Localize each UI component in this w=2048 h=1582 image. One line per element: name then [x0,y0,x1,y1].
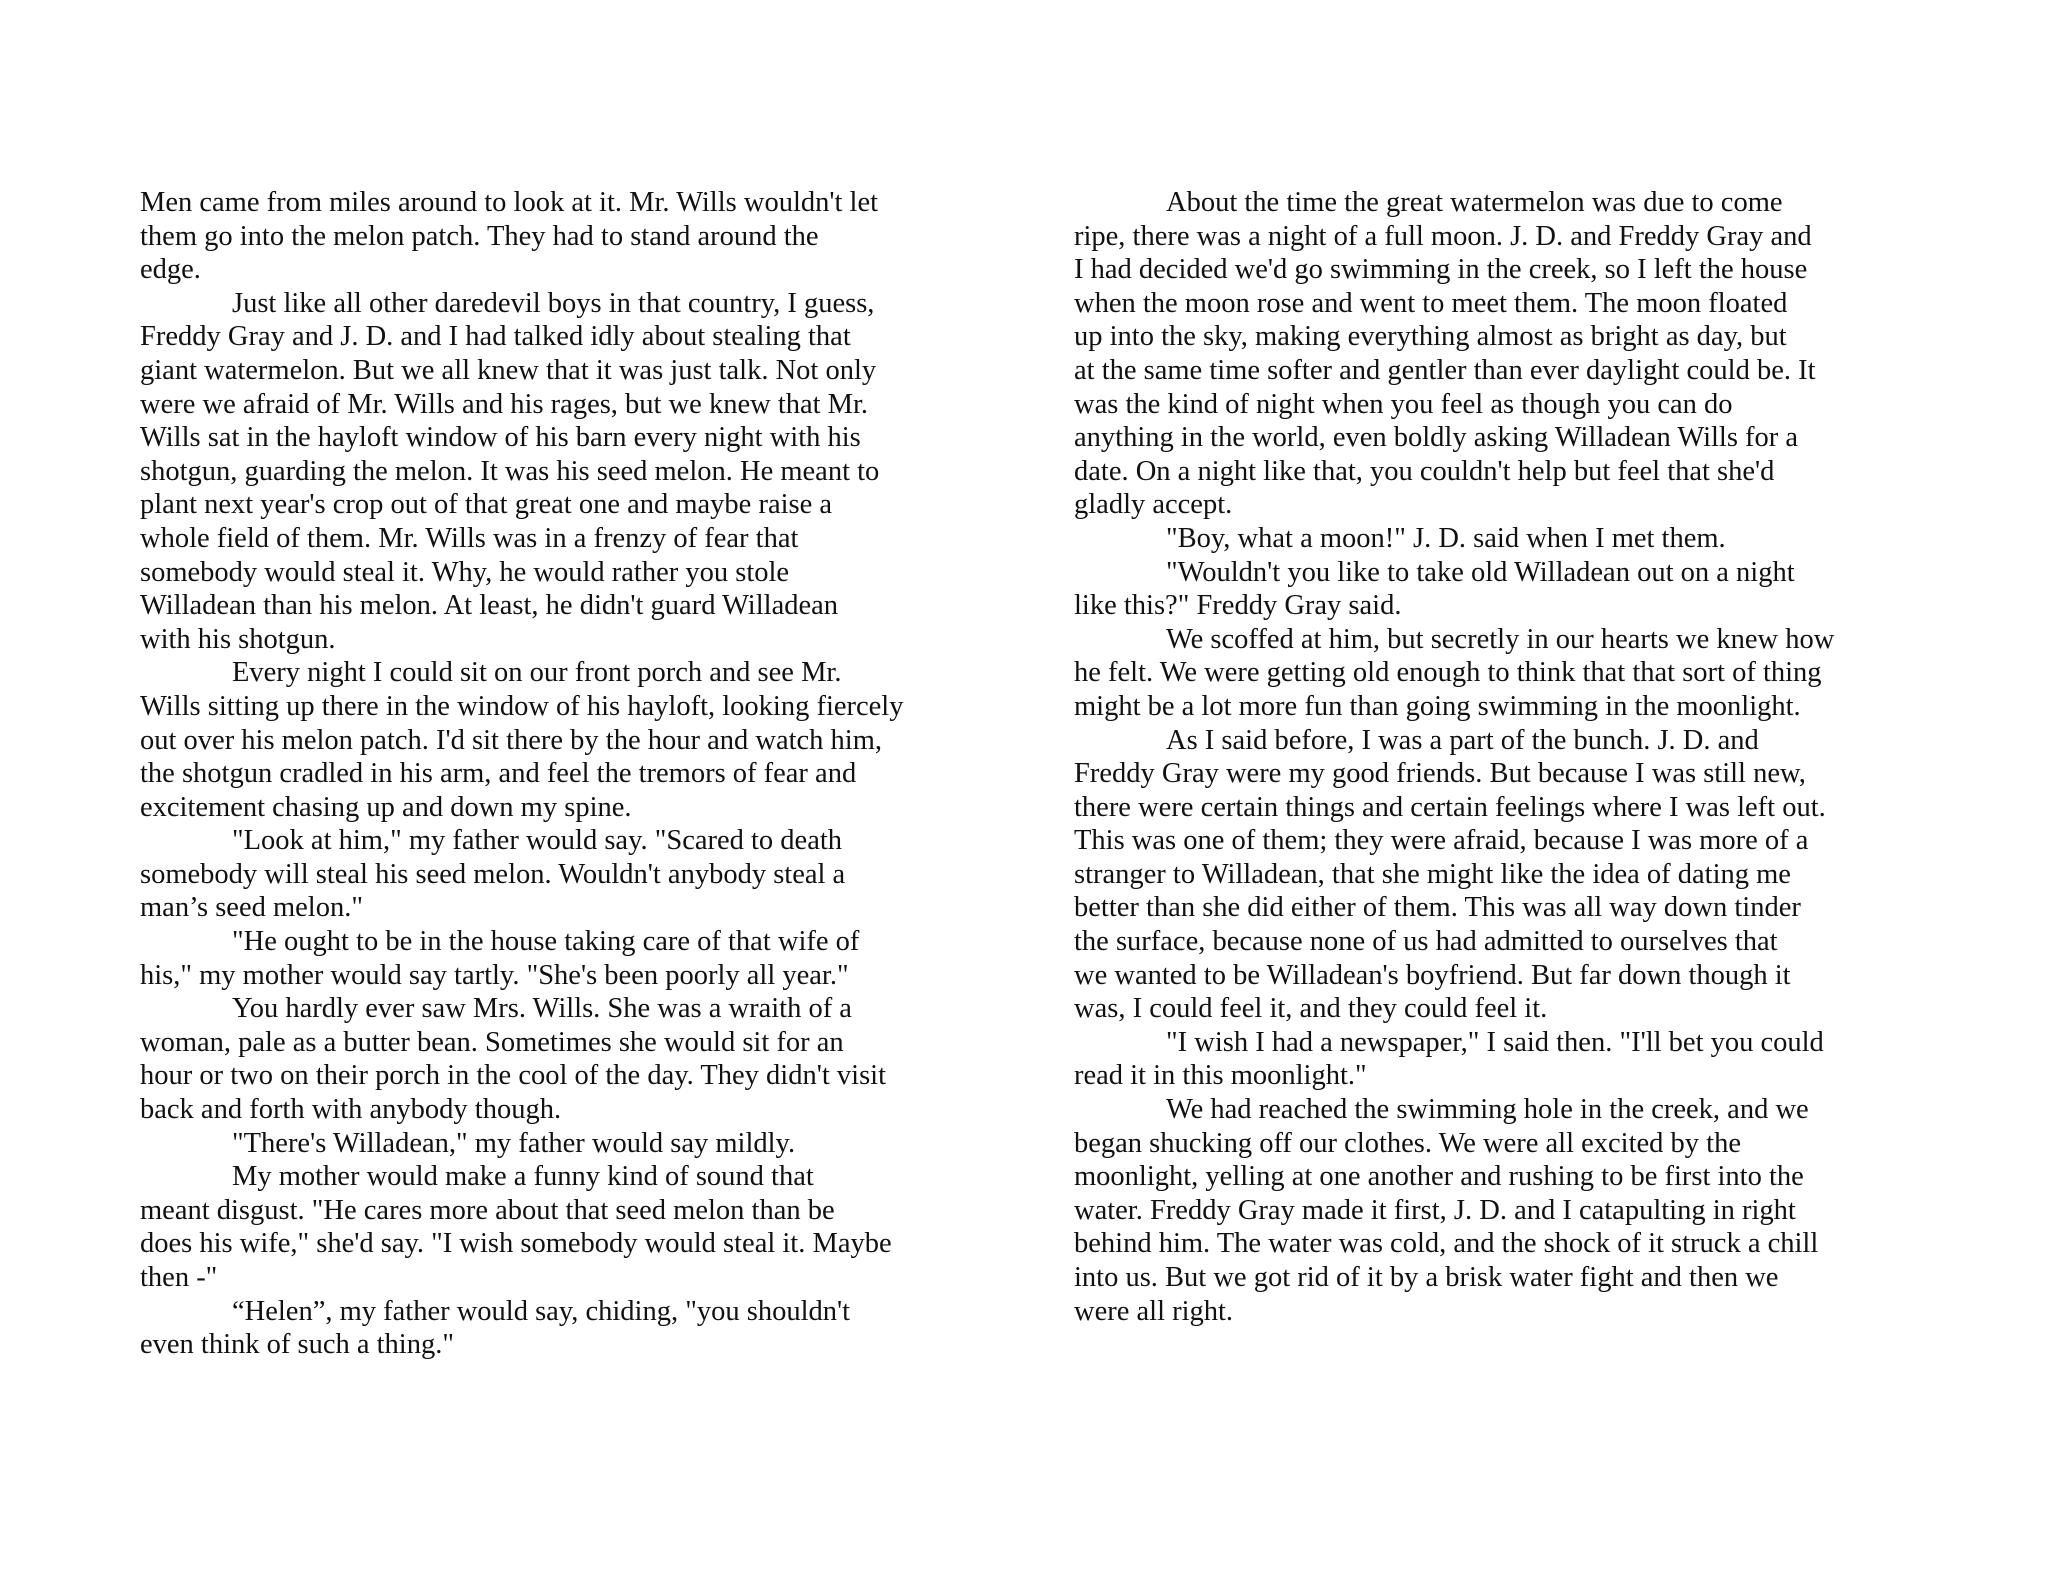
text-line: gladly accept. [1074,489,1233,521]
text-line: "There's Willadean," my father would say mildly. [232,1127,796,1159]
text-line: does his wife," she'd say. "I wish somebody would steal it. Maybe [140,1228,892,1260]
text-line: ripe, there was a night of a full moon. J. D. and Freddy Gray and [1074,220,1812,252]
text-line: moonlight, yelling at one another and rushing to be first into the [1074,1161,1804,1193]
text-line: edge. [140,254,201,286]
text-line: "I wish I had a newspaper," I said then. "I'll bet you could [1166,1026,1824,1058]
text-line: Freddy Gray and J. D. and I had talked idly about stealing that [140,321,851,353]
text-line: up into the sky, making everything almost as bright as day, but [1074,321,1787,353]
text-line: excitement chasing up and down my spine. [140,791,632,823]
text-line: into us. But we got rid of it by a brisk water fight and then we [1074,1262,1779,1293]
text-line: Just like all other daredevil boys in that country, I guess, [232,287,875,319]
left-text-column [140,186,990,1362]
text-line: back and forth with anybody though. [140,1094,562,1126]
text-line: he felt. We were getting old enough to think that that sort of thing [1074,657,1822,689]
text-line: This was one of them; they were afraid, because I was more of a [1074,825,1809,857]
text-line: like this?" Freddy Gray said. [1074,590,1402,622]
text-line: we wanted to be Willadean's boyfriend. But far down though it [1074,959,1791,991]
text-line: his," my mother would say tartly. "She's been poorly all year." [140,959,849,991]
text-line: read it in this moonlight." [1074,1060,1367,1092]
text-line: "Boy, what a moon!" J. D. said when I met them. [1166,522,1726,554]
text-line: water. Freddy Gray made it first, J. D. and I catapulting in right [1074,1194,1796,1226]
text-line: stranger to Willadean, that she might like the idea of dating me [1074,858,1791,890]
text-line: "He ought to be in the house taking care of that wife of [232,926,860,958]
text-line: Every night I could sit on our front porch and see Mr. [232,657,842,689]
text-line: Willadean than his melon. At least, he didn't guard Willadean [140,590,839,622]
text-line: them go into the melon patch. They had to stand around the [140,220,819,252]
text-line: out over his melon patch. I'd sit there by the hour and watch him, [140,724,883,756]
text-line: whole field of them. Mr. Wills was in a frenzy of fear that [140,522,799,554]
text-line: man’s seed melon." [140,892,363,924]
text-line: were all right. [1074,1295,1234,1327]
text-line: "Look at him," my father would say. "Scared to death [232,825,843,857]
text-line: might be a lot more fun than going swimming in the moonlight. [1074,690,1801,722]
text-line: About the time the great watermelon was due to come [1166,187,1783,218]
text-line: then -" [140,1262,218,1293]
text-line: were we afraid of Mr. Wills and his rages, but we knew that Mr. [140,388,869,420]
text-line: “Helen”, my father would say, chiding, "you shouldn't [232,1295,851,1327]
text-line: the shotgun cradled in his arm, and feel the tremors of fear and [140,758,857,790]
text-line: Wills sitting up there in the window of his hayloft, looking fiercely [140,690,904,722]
text-line: I had decided we'd go swimming in the creek, so I left the house [1074,254,1808,286]
text-line: there were certain things and certain feelings where I was left out. [1074,791,1826,823]
text-line: better than she did either of them. This was all way down tinder [1074,892,1801,924]
text-line: even think of such a thing." [140,1329,454,1361]
text-line: with his shotgun. [140,623,336,655]
text-line: We had reached the swimming hole in the creek, and we [1166,1094,1809,1126]
text-line: woman, pale as a butter bean. Sometimes she would sit for an [140,1026,844,1058]
text-line: You hardly ever saw Mrs. Wills. She was a wraith of a [232,993,852,1025]
text-line: shotgun, guarding the melon. It was his seed melon. He meant to [140,455,880,487]
text-line: anything in the world, even boldly asking Willadean Wills for a [1074,422,1799,454]
text-line: "Wouldn't you like to take old Willadean out on a night [1166,556,1795,588]
text-line: was the kind of night when you feel as though you can do [1074,388,1733,420]
text-line: Freddy Gray were my good friends. But because I was still new, [1074,758,1806,790]
text-line: Wills sat in the hayloft window of his barn every night with his [140,422,861,454]
text-line: when the moon rose and went to meet them. The moon floated [1074,287,1788,319]
text-line: date. On a night like that, you couldn't help but feel that she'd [1074,455,1775,487]
text-line: hour or two on their porch in the cool of the day. They didn't visit [140,1060,886,1092]
text-line: As I said before, I was a part of the bunch. J. D. and [1166,724,1759,756]
text-line: began shucking off our clothes. We were all excited by the [1074,1127,1741,1159]
text-line: meant disgust. "He cares more about that seed melon than be [140,1194,835,1226]
text-line: Men came from miles around to look at it. Mr. Wills wouldn't let [140,187,879,218]
text-line: at the same time softer and gentler than ever daylight could be. It [1074,354,1816,386]
text-line: giant watermelon. But we all knew that it was just talk. Not only [140,354,877,386]
text-line: We scoffed at him, but secretly in our hearts we knew how [1166,623,1835,655]
text-line: was, I could feel it, and they could feel it. [1074,993,1548,1025]
text-line: somebody would steal it. Why, he would rather you stole [140,556,790,588]
text-line: My mother would make a funny kind of sound that [232,1161,814,1193]
text-line: the surface, because none of us had admitted to ourselves that [1074,926,1778,958]
text-line: somebody will steal his seed melon. Wouldn't anybody steal a [140,858,846,890]
text-line: plant next year's crop out of that great one and maybe raise a [140,489,833,521]
text-line: behind him. The water was cold, and the shock of it struck a chill [1074,1228,1819,1260]
right-text-column [1074,186,1924,1328]
